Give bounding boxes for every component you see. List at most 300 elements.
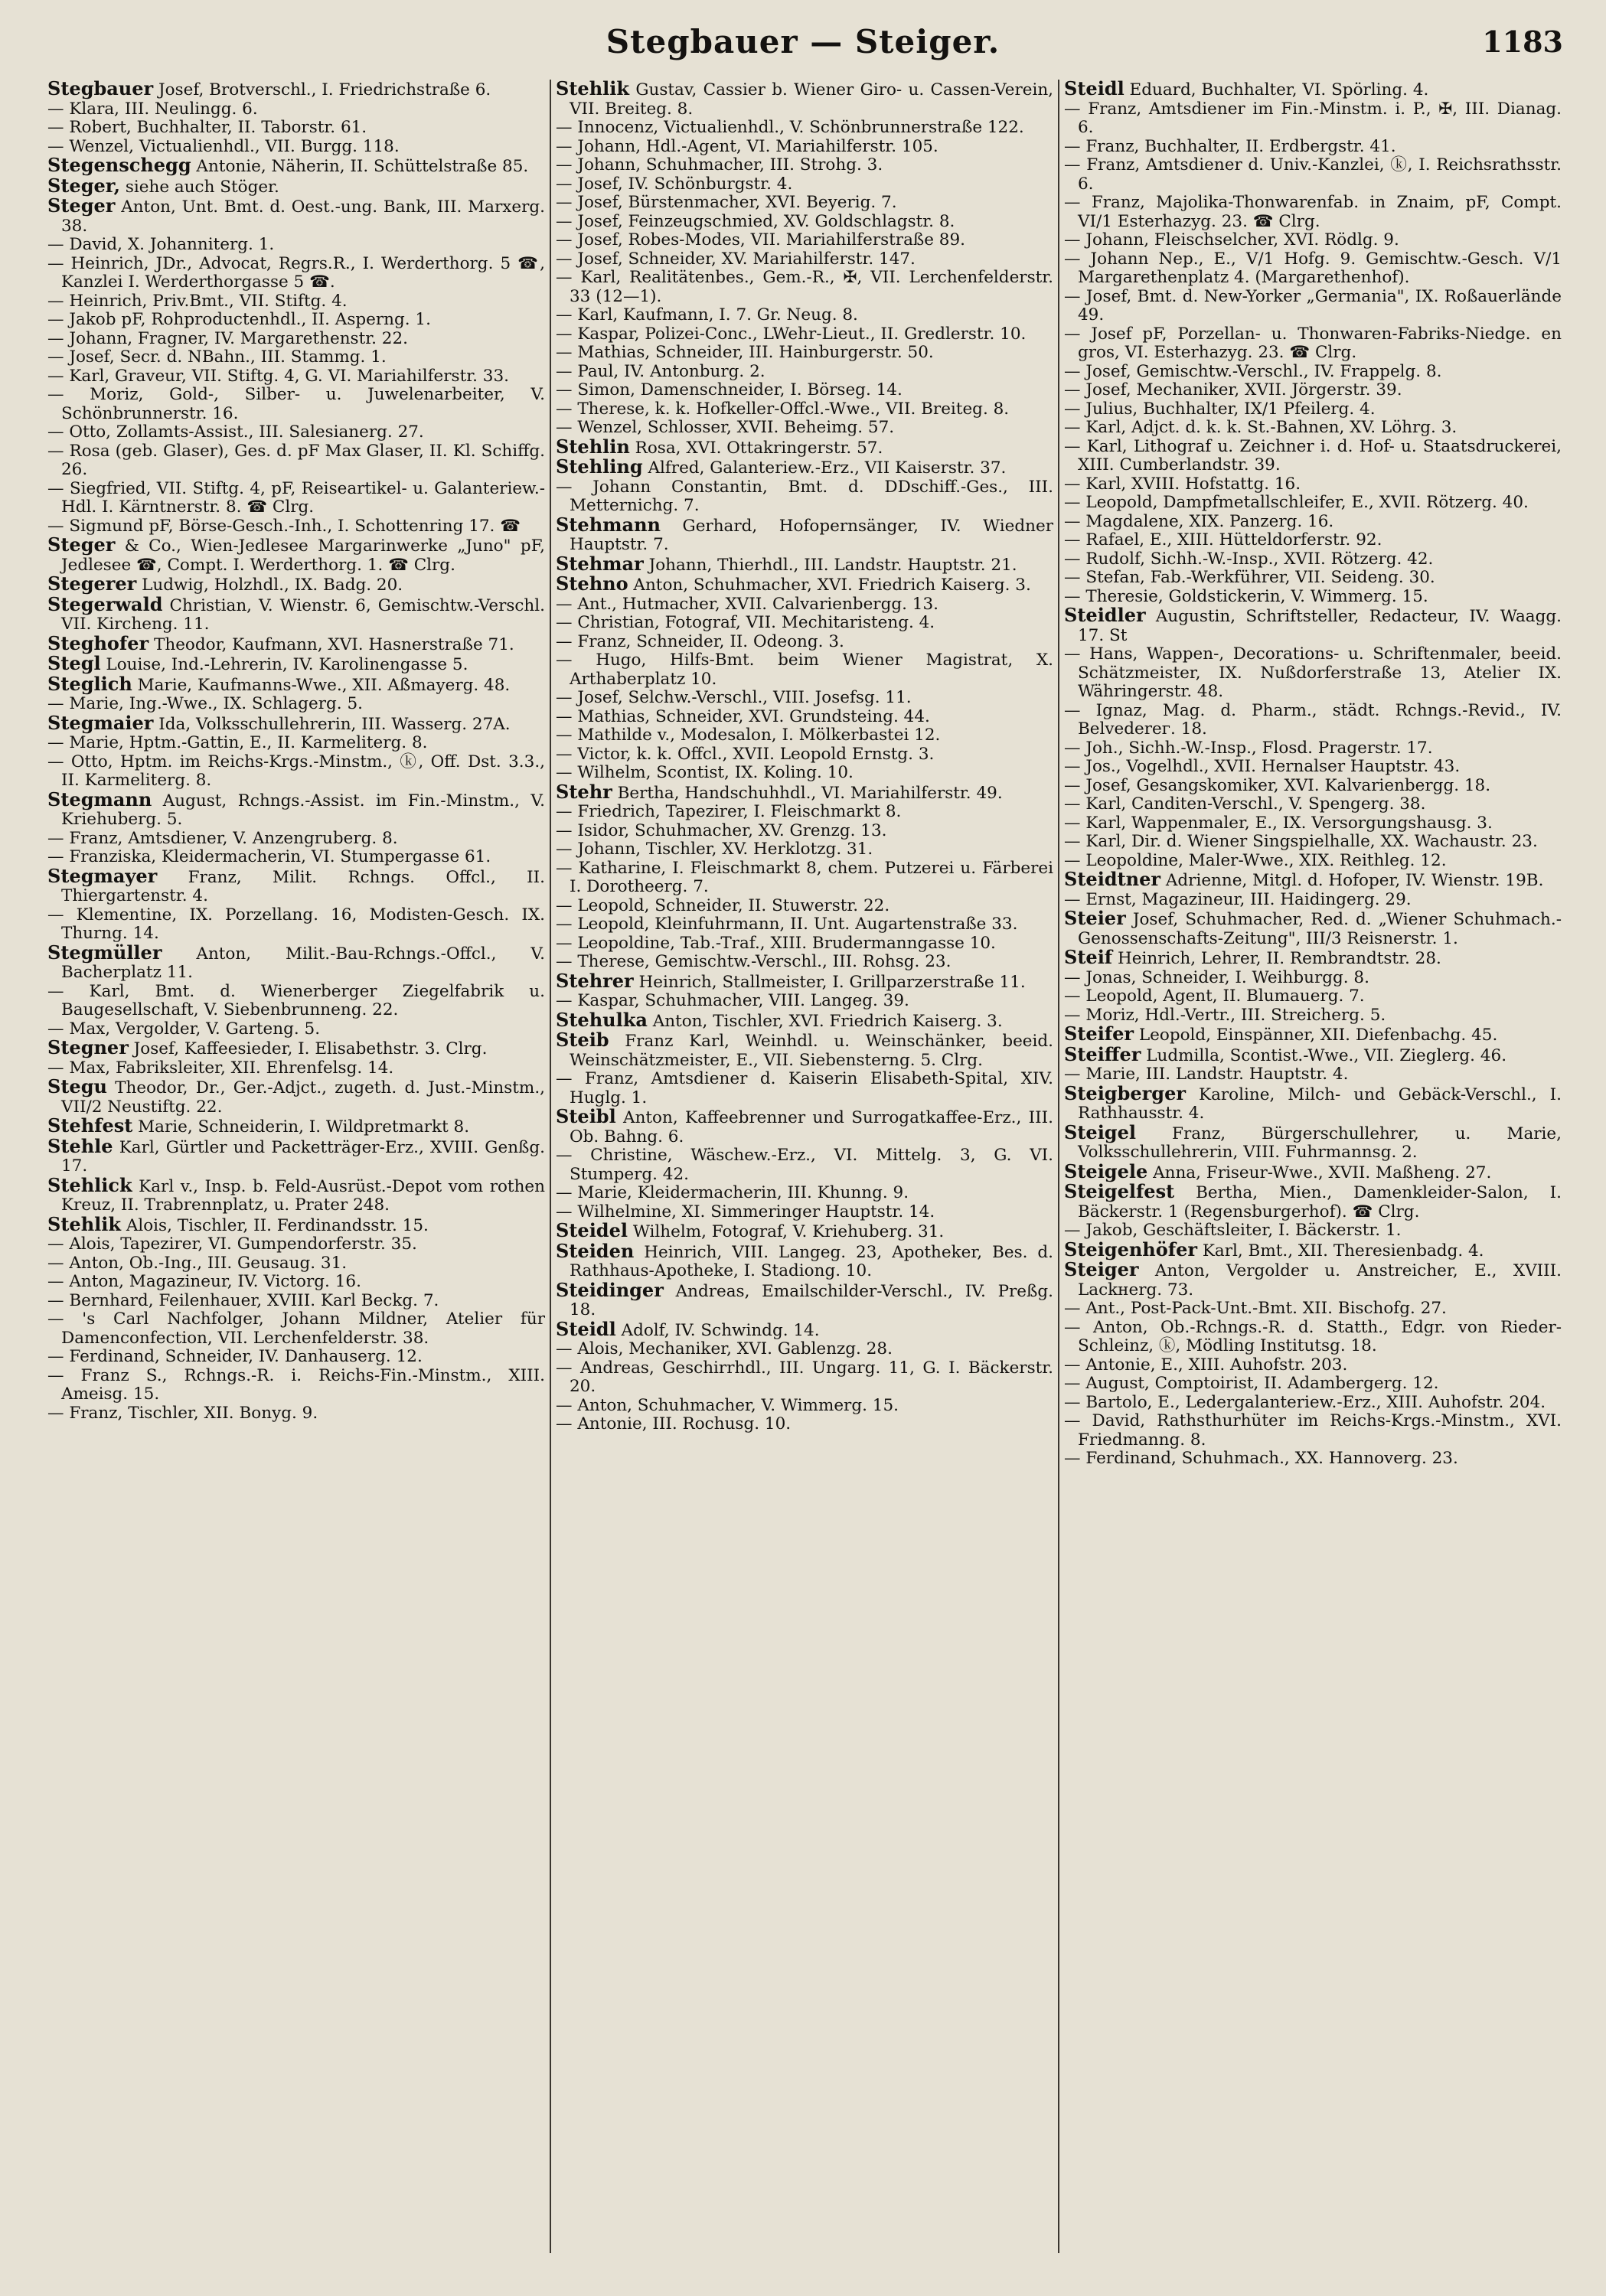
entry-details: — Johann Constantin, Bmt. d. DDschiff.-Ges., III. Metternichg. 7. — [556, 477, 1053, 515]
entry-surname: Stehlik — [556, 80, 629, 99]
entry-details: Andreas, Emailschilder-Verschl., IV. Preßg. 18. — [570, 1281, 1053, 1319]
directory-entry — [47, 442, 545, 480]
directory-entry — [47, 672, 545, 696]
directory-entry — [556, 80, 1053, 119]
entry-surname: Steidl — [1064, 80, 1125, 99]
directory-entry — [556, 363, 1053, 382]
entry-surname: Steigel — [1064, 1120, 1136, 1143]
entry-details: — Ignaz, Mag. d. Pharm., städt. Rchngs.-Revid., IV. Belvederег. 18. — [1064, 700, 1562, 739]
entry-details: — Rosa (geb. Glaser), Ges. d. pF Max Glaser, II. Kl. Schiffg. 26. — [47, 441, 545, 479]
entry-details: — Wenzel, Victualienhdl., VII. Burgg. 118. — [47, 136, 400, 156]
directory-entry — [556, 1008, 1053, 1032]
entry-details: — Johann, Hdl.-Agent, VI. Mariahilferstr. 105. — [556, 136, 938, 156]
directory-columns — [47, 80, 1578, 2268]
entry-details: — Josef, Gemischtw.-Verschl., IV. Frappelg. 8. — [1064, 361, 1442, 381]
entry-surname: Steib — [556, 1029, 609, 1051]
directory-entry — [556, 344, 1053, 363]
directory-entry — [556, 689, 1053, 708]
entry-details: — Karl, XVIII. Hofstattg. 16. — [1064, 474, 1301, 494]
entry-details: — Otto, Zollamts-Assist., III. Salesianerg. 27. — [47, 422, 424, 442]
entry-details: Antonie, Näherin, II. Schüttelstraße 85. — [191, 157, 529, 176]
entry-details: Karl, Bmt., XII. Theresienbadg. 4. — [1197, 1241, 1484, 1261]
entry-details: Alfred, Galanteriew.-Erz., VII Kaiserstr. 37. — [642, 458, 1007, 478]
directory-entry — [47, 80, 545, 100]
entry-surname: Stehling — [556, 455, 643, 478]
entry-surname: Steidinger — [556, 1278, 664, 1301]
directory-entry — [1064, 1394, 1562, 1413]
directory-entry — [1064, 288, 1562, 325]
entry-details: — Jakob, Geschäftsleiter, I. Bäckerstr. 1. — [1064, 1221, 1402, 1240]
entry-surname: Steigele — [1064, 1159, 1148, 1182]
entry-details: Anton, Vergolder u. Anstreicher, E., XVIII. Lackнerg. 73. — [1078, 1261, 1562, 1300]
directory-entry — [556, 455, 1053, 478]
entry-details: — Max, Fabriksleiter, XII. Ehrenfelsg. 14. — [47, 1058, 394, 1078]
entry-details: — Rafael, E., XIII. Hütteldorferstr. 92. — [1064, 530, 1382, 550]
directory-entry — [556, 381, 1053, 400]
directory-entry — [1064, 381, 1562, 400]
directory-entry — [47, 864, 545, 906]
entry-details: — Franz, Schneider, II. Odeong. 3. — [556, 631, 844, 651]
directory-entry — [556, 745, 1053, 765]
entry-details: — Marie, Kleidermacherin, III. Khunng. 9. — [556, 1183, 909, 1202]
entry-details: Bertha, Mien., Damenkleider-Salon, I. Bäckerstr. 1 (Regensburgerhof). ☎ Clrg. — [1078, 1183, 1562, 1221]
directory-entry — [1064, 870, 1562, 891]
entry-details: — Siegfried, VII. Stiftg. 4, pF, Reiseartikel- u. Galanteriew.-Hdl. I. Kärntnerstr. 8. ☎ Clrg. — [47, 478, 545, 517]
entry-details: Marie, Kaufmanns-Wwe., XII. Aßmayerg. 48. — [132, 675, 511, 695]
entry-details: — Ferdinand, Schneider, IV. Danhauserg. 12. — [47, 1347, 423, 1366]
entry-details: — Ant., Hutmacher, XVII. Calvarienbergg. 13. — [556, 594, 938, 614]
directory-entry — [1064, 606, 1562, 645]
directory-entry — [47, 734, 545, 753]
page-header — [0, 21, 1606, 67]
entry-surname: Stegu — [47, 1075, 107, 1097]
directory-entry — [556, 325, 1053, 344]
entry-details: — Johann, Fragner, IV. Margarethenstr. 22. — [47, 328, 408, 348]
entry-details: Josef, Brotverschl., I. Friedrichstraße 6. — [153, 80, 491, 99]
entry-details: — Heinrich, JDr., Advocat, Regrs.R., I. Werderthorg. 5 ☎, Kanzlei I. Werderthorgasse 5 ☎. — [47, 253, 545, 292]
directory-entry — [1064, 1412, 1562, 1450]
entry-details: — Josef, Bürstenmacher, XVI. Beyerig. 7. — [556, 193, 897, 212]
entry-details: — Hans, Wappen-, Decorations- u. Schriftenmaler, beeid. Schätzmeister, IX. Nußdorferstraße 13, Atelier IX. Währingerstr. 48. — [1064, 644, 1562, 701]
entry-surname: Stehfest — [47, 1114, 133, 1137]
entry-details: Leopold, Einspänner, XII. Diefenbachg. 45. — [1134, 1026, 1498, 1045]
directory-entry — [47, 311, 545, 330]
entry-details: Christian, V. Wienstr. 6, Gemischtw.-Verschl. VII. Kircheng. 11. — [61, 595, 545, 634]
directory-entry — [556, 595, 1053, 615]
column-3 — [1064, 80, 1562, 2268]
directory-entry — [1064, 909, 1562, 948]
directory-entry — [1064, 1182, 1562, 1221]
entry-details: Ludmilla, Scontist.-Wwe., VII. Zieglerg. 46. — [1141, 1045, 1507, 1065]
entry-surname: Steger — [47, 194, 116, 217]
directory-entry — [1064, 948, 1562, 969]
entry-surname: Stegenschegg — [47, 154, 191, 176]
entry-details: — Josef, Mechaniker, XVII. Jörgerstr. 39. — [1064, 380, 1402, 400]
entry-details: — Stefan, Fab.-Werkführer, VII. Seideng. 30. — [1064, 568, 1435, 587]
entry-surname: Steigelfest — [1064, 1180, 1175, 1202]
entry-details: — Kaspar, Schuhmacher, VIII. Langeg. 39. — [556, 991, 909, 1010]
entry-details: — Mathias, Schneider, III. Hainburgerstr. 50. — [556, 343, 934, 362]
entry-details: — Joh., Sichh.-W.-Insp., Flosd. Pragerstr. 17. — [1064, 738, 1433, 758]
entry-surname: Steier — [1064, 907, 1126, 929]
entry-details: Anton, Unt. Bmt. d. Oest.-ung. Bank, III. Marxerg. 38. — [61, 197, 545, 236]
directory-entry — [1064, 156, 1562, 194]
directory-entry — [556, 969, 1053, 993]
entry-details: — Antonie, III. Rochusg. 10. — [556, 1414, 792, 1433]
directory-entry — [1064, 1319, 1562, 1356]
entry-details: Marie, Schneiderin, I. Wildpretmarkt 8. — [132, 1117, 470, 1137]
directory-entry — [556, 764, 1053, 783]
directory-entry — [556, 859, 1053, 897]
entry-details: — Theresie, Goldstickerin, V. Wimmerg. 15. — [1064, 586, 1428, 606]
directory-entry — [556, 915, 1053, 934]
directory-entry — [1064, 400, 1562, 419]
entry-details: — Franz, Majolika-Thonwarenfab. in Znaim, pF, Compt. VI/1 Esterhazyg. 23. ☎ Clrg. — [1064, 193, 1562, 231]
directory-entry — [1064, 419, 1562, 438]
directory-entry — [556, 194, 1053, 213]
directory-entry — [1064, 739, 1562, 758]
entry-surname: Stehlin — [556, 435, 630, 458]
entry-details: — Josef pF, Porzellan- u. Thonwaren-Fabriks-Niedge. en gros, VI. Esterhazyg. 23. ☎ Clrg. — [1064, 324, 1562, 362]
directory-entry — [47, 1114, 545, 1137]
directory-entry — [1064, 231, 1562, 250]
directory-entry — [556, 1239, 1053, 1281]
directory-entry — [1064, 494, 1562, 513]
directory-entry — [47, 348, 545, 367]
directory-entry — [556, 633, 1053, 652]
directory-entry — [1064, 550, 1562, 569]
directory-entry — [1064, 1258, 1562, 1300]
entry-details: — Karl, Wappenmaler, E., IX. Versorgungshausg. 3. — [1064, 813, 1493, 833]
entry-details: Karl v., Insp. b. Feld-Ausrüst.-Depot vom rothen Kreuz, II. Trabrennplatz, u. Prater 248. — [61, 1176, 545, 1215]
directory-entry — [1064, 645, 1562, 702]
entry-surname: Stehrer — [556, 969, 634, 992]
directory-entry — [1064, 194, 1562, 231]
entry-surname: Stehno — [556, 572, 628, 595]
directory-entry — [47, 236, 545, 255]
entry-details: Karl, Gürtler und Packetträger-Erz., XVIII. Genßg. 17. — [61, 1137, 545, 1176]
entry-details: — Franz, Amtsdiener, V. Anzengruberg. 8. — [47, 828, 398, 848]
entry-details: — Magdalene, XIX. Panzerg. 16. — [1064, 511, 1334, 531]
entry-details: Anton, Milit.-Bau-Rchngs.-Offcl., V. Bacherplatz 11. — [61, 944, 545, 982]
entry-details: — Simon, Damenschneider, I. Börseg. 14. — [556, 380, 903, 400]
entry-details: — Innocenz, Victualienhdl., V. Schönbrunnerstraße 122. — [556, 118, 1024, 137]
entry-details: — Franz, Tischler, XII. Bonyg. 9. — [47, 1403, 318, 1423]
entry-surname: Steidler — [1064, 604, 1146, 626]
entry-surname: Stehmann — [556, 513, 661, 536]
directory-entry — [556, 1278, 1053, 1320]
directory-entry — [1064, 138, 1562, 157]
column-1 — [47, 80, 545, 2268]
directory-entry — [556, 1397, 1053, 1416]
entry-details: Adolf, IV. Schwindg. 14. — [615, 1320, 820, 1340]
entry-surname: Steger — [47, 533, 116, 556]
entry-surname: Steghofer — [47, 631, 149, 654]
entry-details: — Leopold, Agent, II. Blumauerg. 7. — [1064, 987, 1365, 1006]
entry-details: — Johann, Schuhmacher, III. Strohg. 3. — [556, 155, 883, 174]
entry-surname: Stehulka — [556, 1008, 648, 1031]
entry-surname: Stehlik — [47, 1212, 121, 1235]
entry-surname: Stegner — [47, 1036, 129, 1058]
entry-details: — Wenzel, Schlosser, XVII. Beheimg. 57. — [556, 418, 895, 437]
directory-entry — [47, 788, 545, 830]
entry-details: — Bernhard, Feilenhauer, XVIII. Karl Beckg. 7. — [47, 1290, 439, 1310]
entry-details: — Josef, Feinzeugschmied, XV. Goldschlagstr. 8. — [556, 211, 955, 231]
entry-details: — Franz, Amtsdiener im Fin.-Minstm. i. P., ✠, III. Dianag. 6. — [1064, 99, 1562, 137]
directory-entry — [1064, 1356, 1562, 1375]
entry-surname: Steiden — [556, 1239, 635, 1262]
entry-surname: Steif — [1064, 946, 1113, 968]
entry-details: Josef, Kaffeesieder, I. Elisabethstr. 3. Clrg. — [128, 1039, 488, 1058]
directory-entry — [556, 231, 1053, 250]
entry-details: — Victor, k. k. Offcl., XVII. Leopold Ernstg. 3. — [556, 744, 935, 764]
entry-details: — David, Rathsthurhüter im Reichs-Krgs.-Minstm., XVI. Friedmanng. 8. — [1064, 1411, 1562, 1450]
entry-details: — Josef, Selchw.-Verschl., VIII. Josefsg. 11. — [556, 688, 912, 707]
directory-entry — [556, 213, 1053, 232]
directory-entry — [47, 100, 545, 119]
entry-details: Anton, Kaffeebrenner und Surrogatkaffee-Erz., III. Ob. Bahng. 6. — [570, 1108, 1053, 1146]
directory-entry — [47, 156, 545, 177]
entry-surname: Stehle — [47, 1134, 113, 1157]
directory-entry — [556, 651, 1053, 689]
entry-details: Louise, Ind.-Lehrerin, IV. Karolinengasse 5. — [100, 655, 468, 674]
entry-details: Anna, Friseur-Wwe., XVII. Maßheng. 27. — [1147, 1163, 1492, 1182]
entry-details: — Julius, Buchhalter, IX/1 Pfeilerg. 4. — [1064, 399, 1376, 419]
entry-details: — Josef, Gesangskomiker, XVI. Kalvarienbergg. 18. — [1064, 775, 1491, 795]
directory-entry — [47, 517, 545, 536]
directory-entry — [1064, 531, 1562, 550]
entry-details: — Leopoldine, Maler-Wwe., XIX. Reithleg. 12. — [1064, 850, 1447, 870]
entry-details: — Christine, Wäschew.-Erz., VI. Mittelg. 3, G. VI. Stumperg. 42. — [556, 1146, 1053, 1184]
entry-surname: Stegerer — [47, 572, 137, 595]
directory-entry — [556, 513, 1053, 555]
directory-entry — [556, 1184, 1053, 1203]
directory-entry — [1064, 513, 1562, 532]
directory-entry — [1064, 1081, 1562, 1124]
entry-details: — Isidor, Schuhmacher, XV. Grenzg. 13. — [556, 820, 887, 840]
entry-details: Rosa, XVI. Ottakringerstr. 57. — [629, 438, 883, 458]
entry-details: — Leopold, Dampfmetallschleifer, E., XVII. Rötzerg. 40. — [1064, 493, 1529, 512]
directory-entry — [47, 386, 545, 423]
entry-surname: Steiffer — [1064, 1042, 1141, 1065]
entry-details: Franz, Bürgerschullehrer, u. Marie, Volksschullehrerin, VIII. Fuhrmannsg. 2. — [1078, 1124, 1562, 1162]
entry-details: — Antonie, E., XIII. Auhofstr. 203. — [1064, 1355, 1348, 1375]
entry-details: — Otto, Hptm. im Reichs-Krgs.-Minstm., ⓚ, Off. Dst. 3.3., II. Karmeliterg. 8. — [47, 752, 545, 790]
entry-details: — Johann, Fleischselcher, XVI. Rödlg. 9. — [1064, 230, 1399, 249]
entry-details: Karoline, Milch- und Gebäck-Verschl., I. Rathhausstr. 4. — [1078, 1084, 1562, 1123]
directory-entry — [47, 119, 545, 138]
entry-details: — Karl, Adjct. d. k. k. St.-Bahnen, XV. Löhrg. 3. — [1064, 418, 1457, 437]
directory-entry — [47, 194, 545, 236]
directory-entry — [47, 1212, 545, 1236]
directory-entry — [47, 174, 545, 197]
directory-entry — [556, 614, 1053, 633]
entry-surname: Steigenhöfer — [1064, 1238, 1197, 1261]
directory-entry — [47, 1235, 545, 1254]
entry-details: Heinrich, Lehrer, II. Rembrandtstr. 28. — [1112, 949, 1441, 968]
directory-entry — [47, 1310, 545, 1348]
directory-entry — [556, 269, 1053, 306]
entry-details: Alois, Tischler, II. Ferdinandsstr. 15. — [121, 1215, 429, 1235]
entry-details: Johann, Thierhdl., III. Landstr. Hauptstr. 21. — [643, 555, 1017, 575]
entry-details: — Hugo, Hilfs-Bmt. beim Wiener Magistrat, X. Arthaberplatz 10. — [556, 651, 1053, 689]
directory-entry — [47, 1075, 545, 1117]
entry-details: — Robert, Buchhalter, II. Taborstr. 61. — [47, 118, 367, 137]
entry-details: — Karl, Realitätenbes., Gem.-R., ✠, VII. Lerchenfelderstr. 33 (12—1). — [556, 268, 1053, 306]
entry-surname: Stegmann — [47, 788, 152, 810]
directory-entry — [1064, 1450, 1562, 1469]
entry-details: — Karl, Bmt. d. Wienerberger Ziegelfabrik u. Baugesellschaft, V. Siebenbrunneng. 22. — [47, 981, 545, 1019]
entry-details: — Therese, Gemischtw.-Verschl., III. Rohsg. 23. — [556, 952, 952, 971]
directory-entry — [1064, 702, 1562, 739]
entry-details: — Josef, Bmt. d. New-Yorker „Germania", IX. Roßauerlände 49. — [1064, 286, 1562, 325]
entry-details: — Max, Vergolder, V. Garteng. 5. — [47, 1019, 321, 1039]
entry-details: — Josef, Secr. d. NBahn., III. Stammg. 1. — [47, 347, 387, 367]
directory-entry — [1064, 80, 1562, 100]
entry-surname: Steglich — [47, 672, 132, 695]
directory-entry — [1064, 969, 1562, 988]
directory-entry — [47, 906, 545, 944]
directory-entry — [556, 552, 1053, 576]
entry-details: — Moriz, Gold-, Silber- u. Juwelenarbeiter, V. Schönbrunnerstr. 16. — [47, 385, 545, 423]
entry-details: — Ferdinand, Schuhmach., XX. Hannoverg. 23. — [1064, 1449, 1458, 1468]
directory-entry — [556, 822, 1053, 841]
directory-entry — [1064, 100, 1562, 138]
directory-entry — [556, 400, 1053, 419]
directory-entry — [47, 711, 545, 735]
entry-details: Ludwig, Holzhdl., IX. Badg. 20. — [136, 576, 403, 595]
entry-details: — Anton, Ob.-Rchngs.-R. d. Statth., Edgr. von Rieder-Schleinz, ⓚ, Mödling Institutsg. 18. — [1064, 1317, 1562, 1355]
entry-surname: Steiger — [1064, 1258, 1139, 1280]
entry-surname: Steger, — [47, 174, 120, 197]
directory-entry — [556, 1359, 1053, 1397]
directory-entry — [47, 533, 545, 575]
directory-entry — [556, 175, 1053, 194]
directory-entry — [556, 708, 1053, 727]
directory-entry — [47, 1254, 545, 1274]
directory-entry — [47, 830, 545, 849]
entry-surname: Steidtner — [1064, 868, 1161, 890]
entry-details: — Anton, Magazineur, IV. Victorg. 16. — [47, 1272, 361, 1291]
entry-details: — Anton, Schuhmacher, V. Wimmerg. 15. — [556, 1395, 899, 1415]
directory-entry — [556, 1203, 1053, 1222]
entry-surname: Stehr — [556, 780, 612, 803]
entry-details: — Karl, Canditen-Verschl., V. Spengerg. 38. — [1064, 794, 1426, 814]
entry-details: — Klementine, IX. Porzellang. 16, Modisten-Gesch. IX. Thurng. 14. — [47, 905, 545, 943]
entry-details: — Katharine, I. Fleischmarkt 8, chem. Putzerei u. Färberei I. Dorotheerg. 7. — [556, 858, 1053, 896]
entry-details: — Karl, Dir. d. Wiener Singspielhalle, XX. Wachaustr. 23. — [1064, 832, 1538, 851]
entry-details: — Sigmund pF, Börse-Gesch.-Inh., I. Schottenring 17. ☎ — [47, 516, 521, 536]
directory-entry — [1064, 475, 1562, 494]
directory-entry — [1064, 758, 1562, 777]
directory-entry — [1064, 795, 1562, 814]
entry-details: — Franziska, Kleidermacherin, VI. Stumpergasse 61. — [47, 847, 491, 866]
entry-surname: Stegl — [47, 652, 101, 674]
entry-details: — Rudolf, Sichh.-W.-Insp., XVII. Rötzerg. 42. — [1064, 549, 1434, 569]
directory-entry — [1064, 777, 1562, 796]
entry-details: — Mathias, Schneider, XVI. Grundsteing. 44. — [556, 706, 930, 726]
directory-entry — [556, 803, 1053, 822]
directory-entry — [556, 897, 1053, 916]
directory-entry — [47, 1404, 545, 1424]
entry-details: Adrienne, Mitgl. d. Hofoper, IV. Wienstr. 19B. — [1160, 871, 1544, 890]
entry-details: — Marie, Ing.-Wwe., IX. Schlagerg. 5. — [47, 694, 363, 713]
entry-details: — Jonas, Schneider, I. Weihburgg. 8. — [1064, 967, 1369, 987]
entry-details: — August, Comptoirist, II. Adambergerg. 12. — [1064, 1374, 1439, 1393]
directory-entry — [1064, 438, 1562, 475]
entry-surname: Stegmüller — [47, 941, 162, 964]
directory-entry — [556, 1031, 1053, 1070]
directory-entry — [47, 330, 545, 349]
directory-entry — [556, 250, 1053, 269]
directory-entry — [556, 119, 1053, 138]
directory-entry — [1064, 891, 1562, 910]
entry-details: — Franz, Amtsdiener d. Univ.-Kanzlei, ⓚ, I. Reichsrathsstr. 6. — [1064, 155, 1562, 194]
directory-entry — [556, 572, 1053, 595]
entry-details: Heinrich, VIII. Langeg. 23, Apotheker, Bes. d. Rathhaus-Apotheke, I. Stadiong. 10. — [570, 1242, 1053, 1280]
entry-details: — Franz, Amtsdiener d. Kaiserin Elisabeth-Spital, XIV. Huglg. 1. — [556, 1069, 1053, 1107]
entry-details: Heinrich, Stallmeister, I. Grillparzerstraße 11. — [633, 972, 1026, 992]
entry-details: — Jos., Vogelhdl., XVII. Hernalser Hauptstr. 43. — [1064, 757, 1461, 776]
directory-entry — [1064, 1375, 1562, 1394]
directory-entry — [47, 1036, 545, 1059]
entry-details: August, Rchngs.-Assist. im Fin.-Minstm., V. Kriehuberg. 5. — [61, 791, 545, 829]
directory-entry — [47, 941, 545, 983]
entry-details: Anton, Tischler, XVI. Friedrich Kaiserg. 3. — [647, 1011, 1003, 1031]
directory-entry — [47, 1348, 545, 1367]
directory-entry — [47, 1292, 545, 1311]
entry-details: Augustin, Schriftsteller, Redacteur, IV. Waagg. 17. St — [1078, 607, 1562, 645]
directory-entry — [1064, 1300, 1562, 1319]
entry-details: Eduard, Buchhalter, VI. Spörling. 4. — [1124, 80, 1429, 99]
directory-entry — [47, 592, 545, 634]
entry-details: Theodor, Dr., Ger.-Adjct., zugeth. d. Just.-Minstm., VII/2 Neustiftg. 22. — [61, 1078, 545, 1117]
directory-entry — [556, 156, 1053, 175]
column-2 — [556, 80, 1053, 2268]
entry-details: — Marie, Hptm.-Gattin, E., II. Karmeliterg. 8. — [47, 733, 428, 752]
entry-details: — Karl, Lithograf u. Zeichner i. d. Hof- u. Staatsdruckerei, XIII. Cumberlandstr. 39. — [1064, 436, 1562, 475]
entry-details: — Marie, III. Landstr. Hauptstr. 4. — [1064, 1065, 1349, 1084]
directory-entry — [1064, 833, 1562, 852]
entry-details: — Josef, Schneider, XV. Mariahilferstr. 147. — [556, 249, 916, 269]
directory-entry — [556, 840, 1053, 859]
entry-details: — Karl, Kaufmann, I. 7. Gr. Neug. 8. — [556, 305, 858, 325]
entry-details: — Andreas, Geschirrhdl., III. Ungarg. 11, G. I. Bäckerstr. 20. — [556, 1358, 1053, 1396]
entry-details: Franz, Milit. Rchngs. Offcl., II. Thiergartenstr. 4. — [61, 867, 545, 905]
entry-details: — Leopoldine, Tab.-Traf., XIII. Brudermanngasse 10. — [556, 933, 996, 953]
entry-details: — Alois, Tapezirer, VI. Gumpendorferstr. 35. — [47, 1234, 417, 1254]
entry-details: Franz Karl, Weinhdl. u. Weinschänker, beeid. Weinschätzmeister, E., VII. Siebensterng. 5. Clrg. — [570, 1032, 1053, 1070]
directory-entry — [1064, 987, 1562, 1006]
entry-surname: Steidl — [556, 1317, 616, 1340]
entry-details: Anton, Schuhmacher, XVI. Friedrich Kaiserg. 3. — [628, 576, 1031, 595]
directory-entry — [1064, 1042, 1562, 1066]
entry-details: — Wilhelmine, XI. Simmeringer Hauptstr. 14. — [556, 1202, 935, 1221]
entry-details: siehe auch Stöger. — [120, 177, 279, 197]
directory-entry — [1064, 325, 1562, 363]
entry-details: — Wilhelm, Scontist, IX. Koling. 10. — [556, 763, 854, 782]
entry-surname: Stegmayer — [47, 864, 158, 887]
entry-details: — 's Carl Nachfolger, Johann Mildner, Atelier für Damenconfection, VII. Lerchenfelderstr. 38. — [47, 1309, 545, 1348]
directory-entry — [556, 1415, 1053, 1434]
entry-details: — David, X. Johanniterg. 1. — [47, 235, 275, 254]
entry-details: Wilhelm, Fotograf, V. Kriehuberg. 31. — [627, 1222, 945, 1241]
directory-entry — [47, 631, 545, 655]
directory-entry — [1064, 363, 1562, 382]
entry-details: & Co., Wien-Jedlesee Margarinwerke „Juno" pF, Jedlesee ☎, Compt. I. Werderthorg. 1. ☎ Clrg. — [61, 536, 545, 575]
entry-details: — Franz, Buchhalter, II. Erdbergstr. 41. — [1064, 136, 1396, 156]
entry-surname: Stehmar — [556, 552, 644, 575]
